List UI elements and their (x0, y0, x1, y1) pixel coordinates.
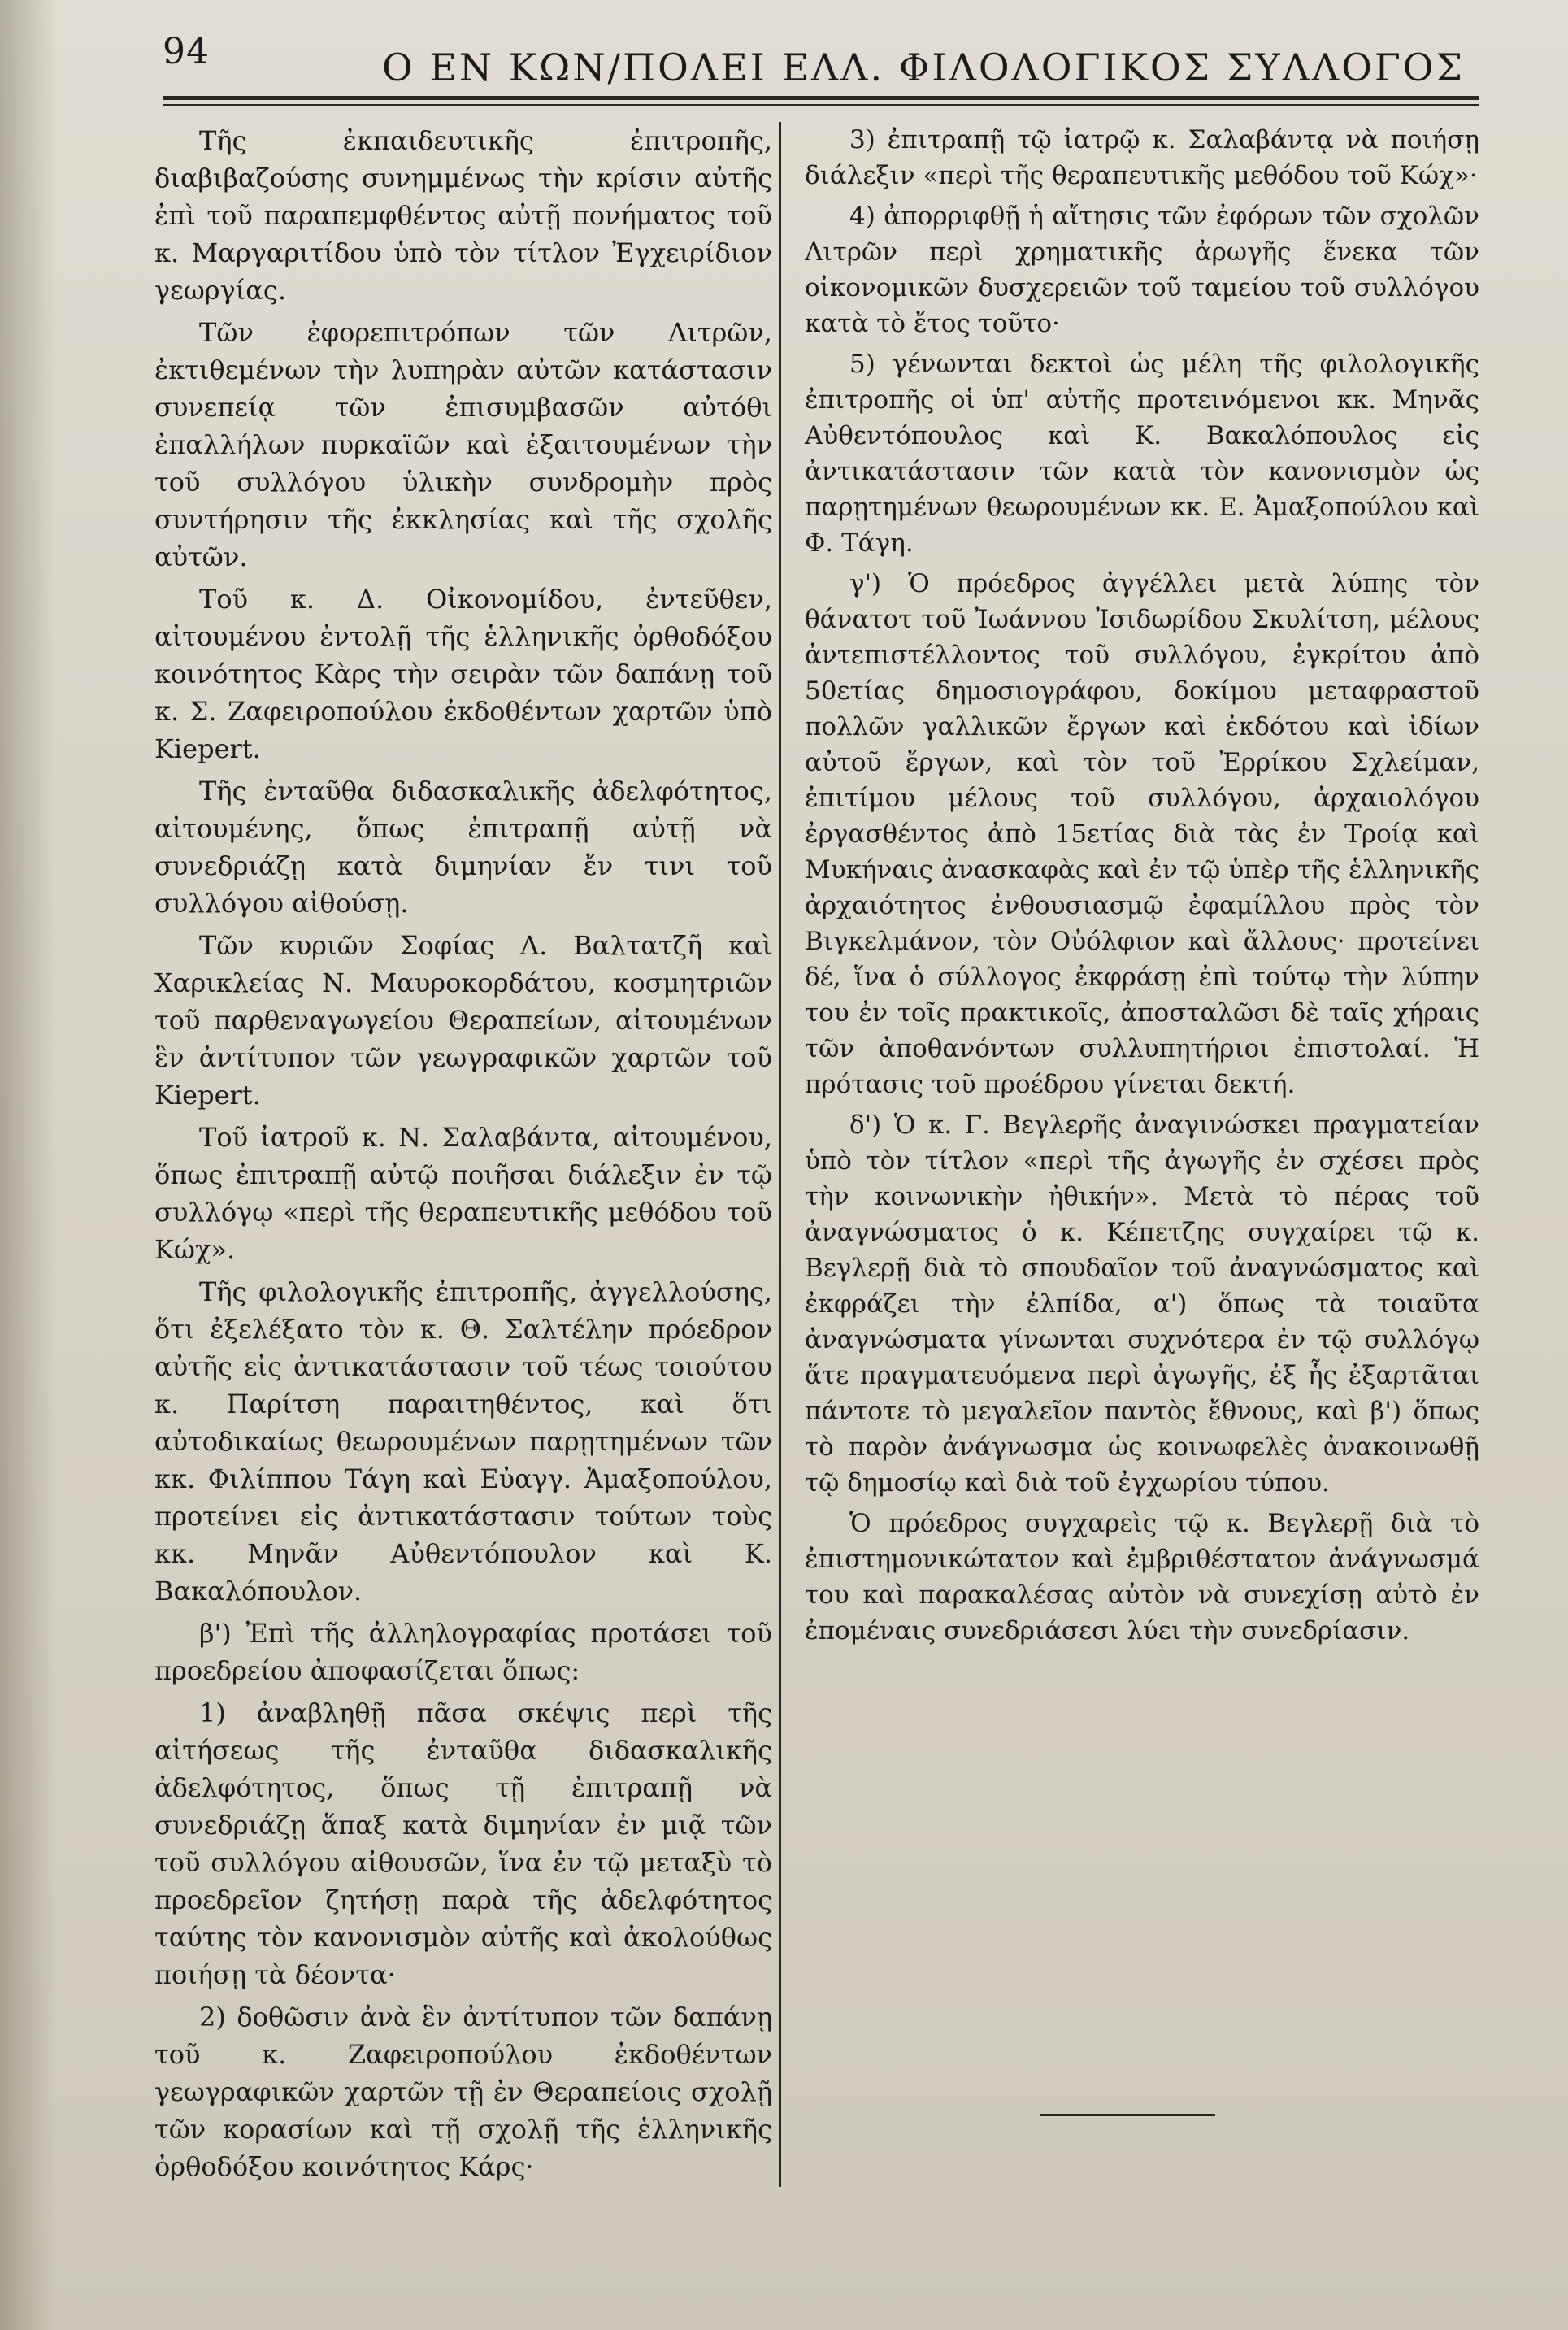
paragraph: Ὁ πρόεδρος συγχαρεὶς τῷ κ. Βεγλερῇ διὰ τὸ ἐπιστημονικώτατον καὶ ἐμβριθέστατον ἀνάγνωσμά του καὶ παρακαλέσας αὐτὸν νὰ συνεχίσῃ αὐτὸ ἐν ἐπομέναις συνεδριάσεσι λύει τὴν συνεδρίασιν. (805, 1509, 1479, 1645)
header-rule-thin (163, 104, 1479, 106)
page-header (163, 31, 1465, 104)
paragraph: β') Ἐπὶ τῆς ἀλληλογραφίας προτάσει τοῦ προεδρείου ἀποφασίζεται ὅπως: (154, 1618, 772, 1686)
column-divider (779, 122, 781, 2187)
header-rule-thick (163, 96, 1479, 100)
right-column (805, 122, 1479, 1654)
paragraph: δ') Ὁ κ. Γ. Βεγλερῆς ἀναγινώσκει πραγματείαν ὑπὸ τὸν τίτλον «περὶ τῆς ἀγωγῆς ἐν σχέσει πρὸς τὴν κοινωνικὴν ἠθικήν». Μετὰ τὸ πέρας τοῦ ἀναγνώσματος ὁ κ. Κέπετζης συγχαίρει τῷ κ. Βεγλερῇ διὰ τὸ σπουδαῖον τοῦ ἀναγνώσματος καὶ ἐκφράζει τὴν ἐλπίδα, α') ὅπως τὰ τοιαῦτα ἀναγνώσματα γίνωνται συχνότερα ἐν τῷ συλλόγῳ ἅτε πραγματευόμενα περὶ ἀγωγῆς, ἐξ ἧς ἐξαρτᾶται πάντοτε τὸ μεγαλεῖον παντὸς ἔθνους, καὶ β') ὅπως τὸ παρὸν ἀνάγνωσμα ὡς κοινωφελὲς ἀνακοινωθῇ τῷ δημοσίῳ καὶ διὰ τοῦ ἐγχωρίου τύπου. (805, 1111, 1479, 1498)
paragraph: Τοῦ ἰατροῦ κ. Ν. Σαλαβάντα, αἰτουμένου, ὅπως ἐπιτραπῇ αὐτῷ ποιῆσαι διάλεξιν ἐν τῷ συλλόγῳ «περὶ τῆς θεραπευτικῆς μεθόδου τοῦ Κώχ». (154, 1122, 772, 1265)
paragraph: 3) ἐπιτραπῇ τῷ ἰατρῷ κ. Σαλαβάντᾳ νὰ ποιήσῃ διάλεξιν «περὶ τῆς θεραπευτικῆς μεθόδου τοῦ Κώχ»· (805, 125, 1479, 190)
page-number: 94 (163, 31, 210, 72)
end-rule (1040, 2114, 1215, 2116)
paragraph: 4) ἀπορριφθῇ ἡ αἴτησις τῶν ἐφόρων τῶν σχολῶν Λιτρῶν περὶ χρηματικῆς ἀρωγῆς ἕνεκα τῶν οἰκονομικῶν δυσχερειῶν τοῦ ταμείου τοῦ συλλόγου κατὰ τὸ ἔτος τοῦτο· (805, 202, 1479, 338)
paragraph: Τῶν ἐφορεπιτρόπων τῶν Λιτρῶν, ἐκτιθεμένων τὴν λυπηρὰν αὐτῶν κατάστασιν συνεπείᾳ τῶν ἐπισυμβασῶν αὐτόθι ἐπαλλήλων πυρκαϊῶν καὶ ἐξαιτουμένων τὴν τοῦ συλλόγου ὑλικὴν συνδρομὴν πρὸς συντήρησιν τῆς ἐκκλησίας καὶ τῆς σχολῆς αὐτῶν. (154, 317, 772, 572)
paragraph: Τῶν κυριῶν Σοφίας Λ. Βαλτατζῆ καὶ Χαρικλείας Ν. Μαυροκορδάτου, κοσμητριῶν τοῦ παρθεναγωγείου Θεραπείων, αἰτουμένων ἓν ἀντίτυπον τῶν γεωγραφικῶν χαρτῶν τοῦ Kiepert. (154, 930, 772, 1111)
paragraph: Τοῦ κ. Δ. Οἰκονομίδου, ἐντεῦθεν, αἰτουμένου ἐντολῇ τῆς ἑλληνικῆς ὀρθοδόξου κοινότητος Κὰρς τὴν σειρὰν τῶν δαπάνῃ τοῦ κ. Σ. Ζαφειροπούλου ἐκδοθέντων χαρτῶν ὑπὸ Kiepert. (154, 584, 772, 764)
paragraph: 1) ἀναβληθῇ πᾶσα σκέψις περὶ τῆς αἰτήσεως τῆς ἐνταῦθα διδασκαλικῆς ἀδελφότητος, ὅπως τῇ ἐπιτραπῇ νὰ συνεδριάζῃ ἅπαξ κατὰ διμηνίαν ἐν μιᾷ τῶν τοῦ συλλόγου αἰθουσῶν, ἵνα ἐν τῷ μεταξὺ τὸ προεδρεῖον ζητήσῃ παρὰ τῆς ἀδελφότητος ταύτης τὸν κανονισμὸν αὐτῆς καὶ ἀκολούθως ποιήσῃ τὰ δέοντα· (154, 1698, 772, 1990)
paragraph: 5) γένωνται δεκτοὶ ὡς μέλη τῆς φιλολογικῆς ἐπιτροπῆς οἱ ὑπ' αὐτῆς προτεινόμενοι κκ. Μηνᾶς Αὐθεντόπουλος καὶ Κ. Βακαλόπουλος εἰς ἀντικατάστασιν τῶν κατὰ τὸν κανονισμὸν ὡς παρῃτημένων θεωρουμένων κκ. Ε. Ἀμαξοπούλου καὶ Φ. Τάγη. (805, 350, 1479, 558)
paragraph: Τῆς ἐνταῦθα διδασκαλικῆς ἀδελφότητος, αἰτουμένης, ὅπως ἐπιτραπῇ αὐτῇ νὰ συνεδριάζῃ κατὰ διμηνίαν ἔν τινι τοῦ συλλόγου αἰθούσῃ. (154, 776, 772, 919)
running-title: Ο ΕΝ ΚΩΝ/ΠΟΛΕΙ ΕΛΛ. ΦΙΛΟΛΟΓΙΚΟΣ ΣΥΛΛΟΓΟΣ (382, 46, 1465, 89)
paragraph: γ') Ὁ πρόεδρος ἀγγέλλει μετὰ λύπης τὸν θάνατοτ τοῦ Ἰωάννου Ἰσιδωρίδου Σκυλίτση, μέλους ἀντεπιστέλλοντος τοῦ συλλόγου, ἐγκρίτου ἀπὸ 50ετίας δημοσιογράφου, δοκίμου μεταφραστοῦ πολλῶν γαλλικῶν ἔργων καὶ ἐκδότου καὶ ἰδίων αὐτοῦ ἔργων, καὶ τὸν τοῦ Ἐρρίκου Σχλείμαν, ἐπιτίμου μέλους τοῦ συλλόγου, ἀρχαιολόγου ἐργασθέντος ἀπὸ 15ετίας διὰ τὰς ἐν Τροίᾳ καὶ Μυκήναις ἀνασκαφὰς καὶ ἐν τῷ ὑπὲρ τῆς ἑλληνικῆς ἀρχαιότητος ἐνθουσιασμῷ ἐφαμίλλου πρὸς τὸν Βιγκελμάνον, τὸν Οὐόλφιον καὶ ἄλλους· προτείνει δέ, ἵνα ὁ σύλλογος ἐκφράσῃ ἐπὶ τούτῳ τὴν λύπην του ἐν τοῖς πρακτικοῖς, ἀποσταλῶσι δὲ ταῖς χήραις τῶν ἀποθανόντων συλλυπητήριοι ἐπιστολαί. Ἡ πρότασις τοῦ προέδρου γίνεται δεκτή. (805, 569, 1479, 1099)
paragraph: Τῆς ἐκπαιδευτικῆς ἐπιτροπῆς, διαβιβαζούσης συνημμένως τὴν κρίσιν αὐτῆς ἐπὶ τοῦ παραπεμφθέντος αὐτῇ πονήματος τοῦ κ. Μαργαριτίδου ὑπὸ τὸν τίτλον Ἐγχειρίδιον γεωργίας. (154, 125, 772, 306)
paragraph: 2) δοθῶσιν ἀνὰ ἓν ἀντίτυπον τῶν δαπάνῃ τοῦ κ. Ζαφειροπούλου ἐκδοθέντων γεωγραφικῶν χαρτῶν τῇ ἐν Θεραπείοις σχολῇ τῶν κορασίων καὶ τῇ σχολῇ τῆς ἑλληνικῆς ὀρθοδόξου κοινότητος Κάρς· (154, 2002, 772, 2182)
paragraph: Τῆς φιλολογικῆς ἐπιτροπῆς, ἀγγελλούσης, ὅτι ἐξελέξατο τὸν κ. Θ. Σαλτέλην πρόεδρον αὐτῆς εἰς ἀντικατάστασιν τοῦ τέως τοιούτου κ. Παρίτση παραιτηθέντος, καὶ ὅτι αὐτοδικαίως θεωρουμένων παρῃτημένων τῶν κκ. Φιλίππου Τάγη καὶ Εὐαγγ. Ἀμαξοπούλου, προτείνει εἰς ἀντικατάστασιν τούτων τοὺς κκ. Μηνᾶν Αὐθεντόπουλον καὶ Κ. Βακαλόπουλον. (154, 1276, 772, 1606)
left-column (154, 122, 772, 2190)
